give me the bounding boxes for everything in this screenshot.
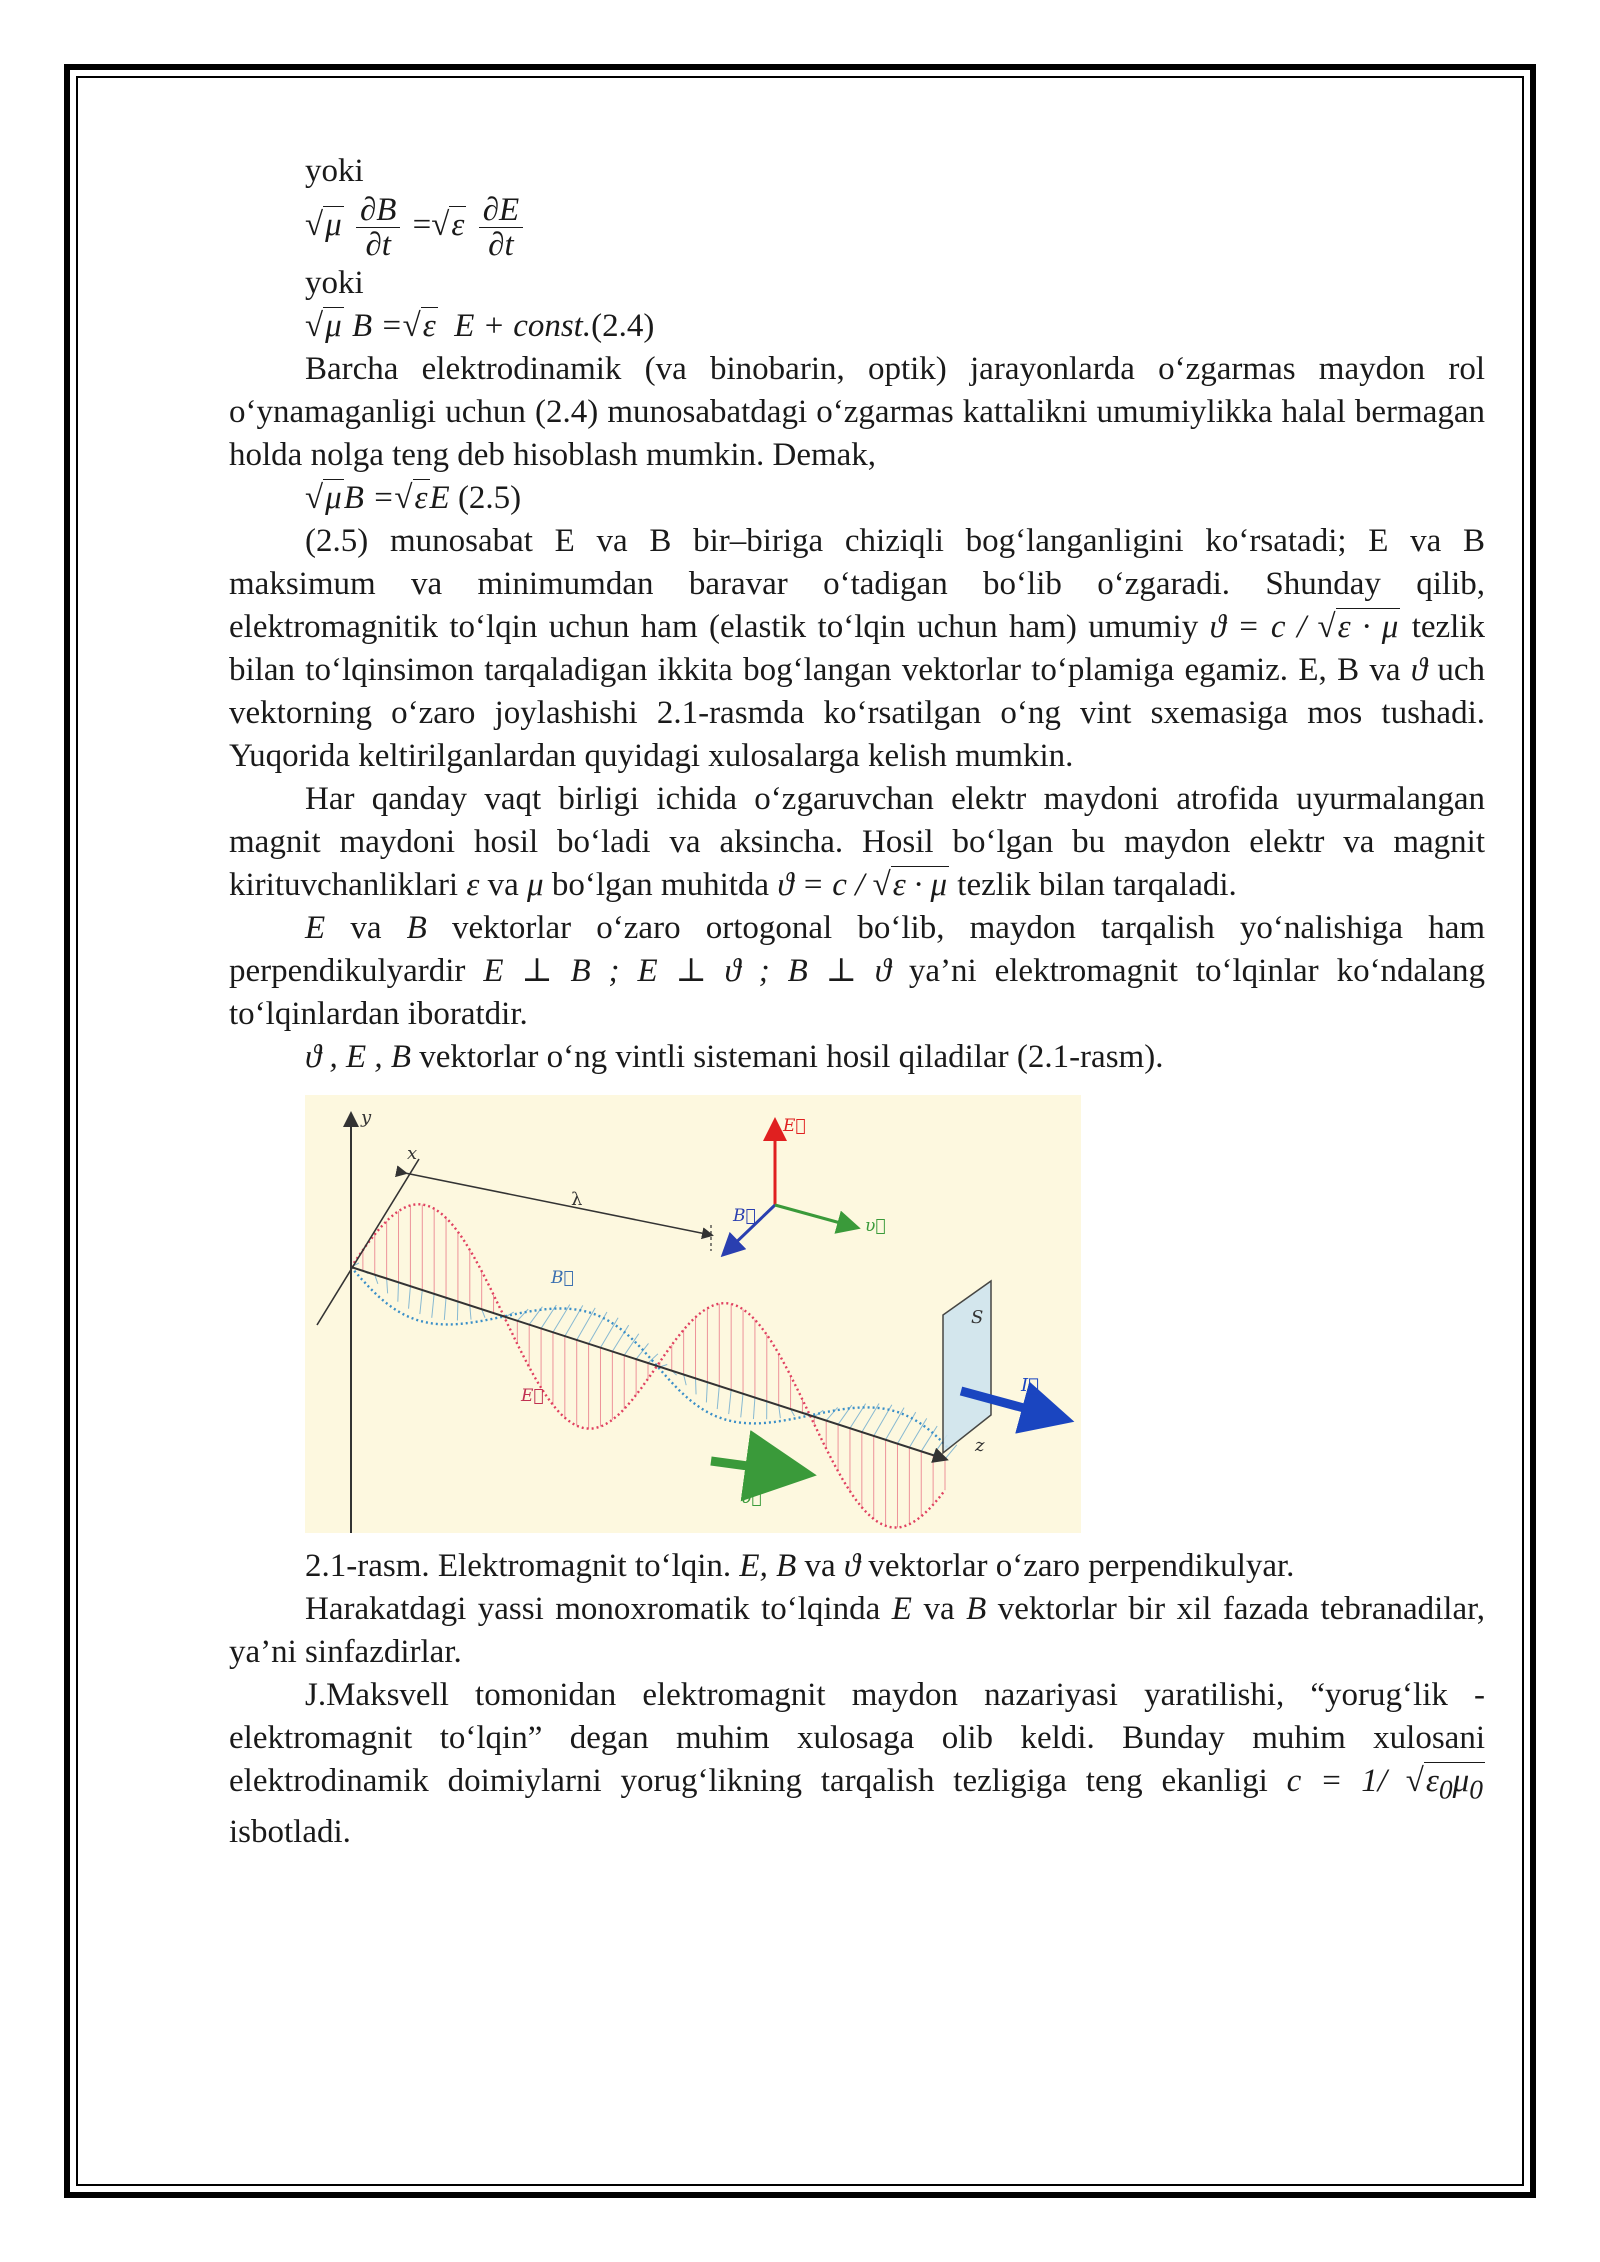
b-field-hatch <box>398 1282 399 1301</box>
label-y: y <box>361 1107 372 1128</box>
label-b-wave: B⃗ <box>551 1268 574 1288</box>
paragraph-2: (2.5) munosabat E va B bir–biriga chiziqli bog‘langanligini ko‘rsatadi; E va B maksimum va minimumdan baravar o‘tadigan bo‘lib o‘zgaradi. Shunday qilib, elektromagnitik to‘lqin uchun ham (elastik to‘lqin uchun ham) umumiy ϑ = c / √ε · μ tezlik bilan to‘lqinsimon tarqaladigan ikkita bog‘langan vektorlar to‘plamiga egamiz. E, B va ϑ uch vektorning o‘zaro joylashishi 2.1-rasmda ko‘rsatilgan o‘ng vint sxemasiga mos tushadi. Yuqorida keltirilganlardan quyidagi xulosalarga kelish mumkin. <box>229 523 1486 774</box>
paragraph-1: Barcha elektrodinamik (va binobarin, optik) jarayonlarda o‘zgarmas maydon rol o‘ynamaganligi uchun (2.4) munosabatdagi o‘zgarmas kattalikni umumiylikka halal bermagan holda nolga teng deb hisoblash mumkin. Demak, <box>229 351 1485 473</box>
equation-2-5: √μB =√εE (2.5) <box>305 480 522 516</box>
label-i: I⃗ <box>1021 1375 1039 1396</box>
paragraph-7: J.Maksvell tomonidan elektromagnit maydon nazariyasi yaratilishi, “yorug‘lik - elektromagnit to‘lqin” degan muhim xulosaga olib keldi. Bunday muhim xulosani elektrodinamik doimiylarni yorug‘likning tarqalish tezligiga teng ekanligi c = 1/ $√\varepsilon_0\mu_0$ isbotladi. <box>229 1677 1485 1850</box>
label-x: x <box>407 1143 418 1164</box>
document-body <box>229 150 1485 1854</box>
label-lambda: λ <box>571 1189 583 1210</box>
label-e-wave: E⃗ <box>521 1386 544 1406</box>
label-v-top: υ⃗ <box>865 1216 886 1236</box>
equation-2-4-label: (2.4) <box>591 308 655 344</box>
text-yoki-2: yoki <box>305 265 364 301</box>
equation-2-4: √μ B =√ε E + const.(2.4) <box>305 308 655 344</box>
b-field-hatch <box>457 1302 458 1321</box>
em-wave-figure <box>305 1095 1081 1533</box>
label-b-top: B⃗ <box>733 1206 756 1226</box>
label-e-top: E⃗ <box>783 1116 806 1136</box>
equation-derivative: √μ $\frac{\partial B}{\partial t}$ =√ε $\frac{\partial E}{\partial t}$ <box>229 193 1485 262</box>
em-wave-diagram <box>305 1095 1081 1533</box>
equation-2-5-label: (2.5) <box>457 480 522 516</box>
paragraph-5: ϑ , E , B vektorlar o‘ng vintli sistemani hosil qiladilar (2.1-rasm). <box>305 1039 1164 1075</box>
label-z: z <box>975 1435 985 1456</box>
label-v-bottom: υ⃗ <box>741 1488 762 1508</box>
b-field-hatch <box>696 1378 697 1394</box>
paragraph-3: Har qanday vaqt birligi ichida o‘zgaruvchan elektr maydoni atrofida uyurmalangan magnit maydoni hosil bo‘ladi va aksincha. Hosil bo‘lgan bu maydon elektr va magnit kirituvchanliklari ε va μ bo‘lgan muhitda ϑ = c / √ε · μ tezlik bilan tarqaladi. <box>229 781 1485 903</box>
figure-caption: 2.1-rasm. Elektromagnit to‘lqin. E, B va ϑ vektorlar o‘zaro perpendikulyar. <box>305 1548 1295 1584</box>
label-s: S <box>971 1307 984 1328</box>
text-yoki-1: yoki <box>305 153 364 189</box>
paragraph-4: E va B vektorlar o‘zaro ortogonal bo‘lib, maydon tarqalish yo‘nalishiga ham perpendikulyardir E ⊥ B ; E ⊥ ϑ ; B ⊥ ϑ ya’ni elektromagnit to‘lqinlar ko‘ndalang to‘lqinlardan iboratdir. <box>229 910 1486 1032</box>
paragraph-6: Harakatdagi yassi monoxromatik to‘lqinda E va B vektorlar bir xil fazada tebranadilar, ya’ni sinfazdirlar. <box>229 1591 1486 1670</box>
